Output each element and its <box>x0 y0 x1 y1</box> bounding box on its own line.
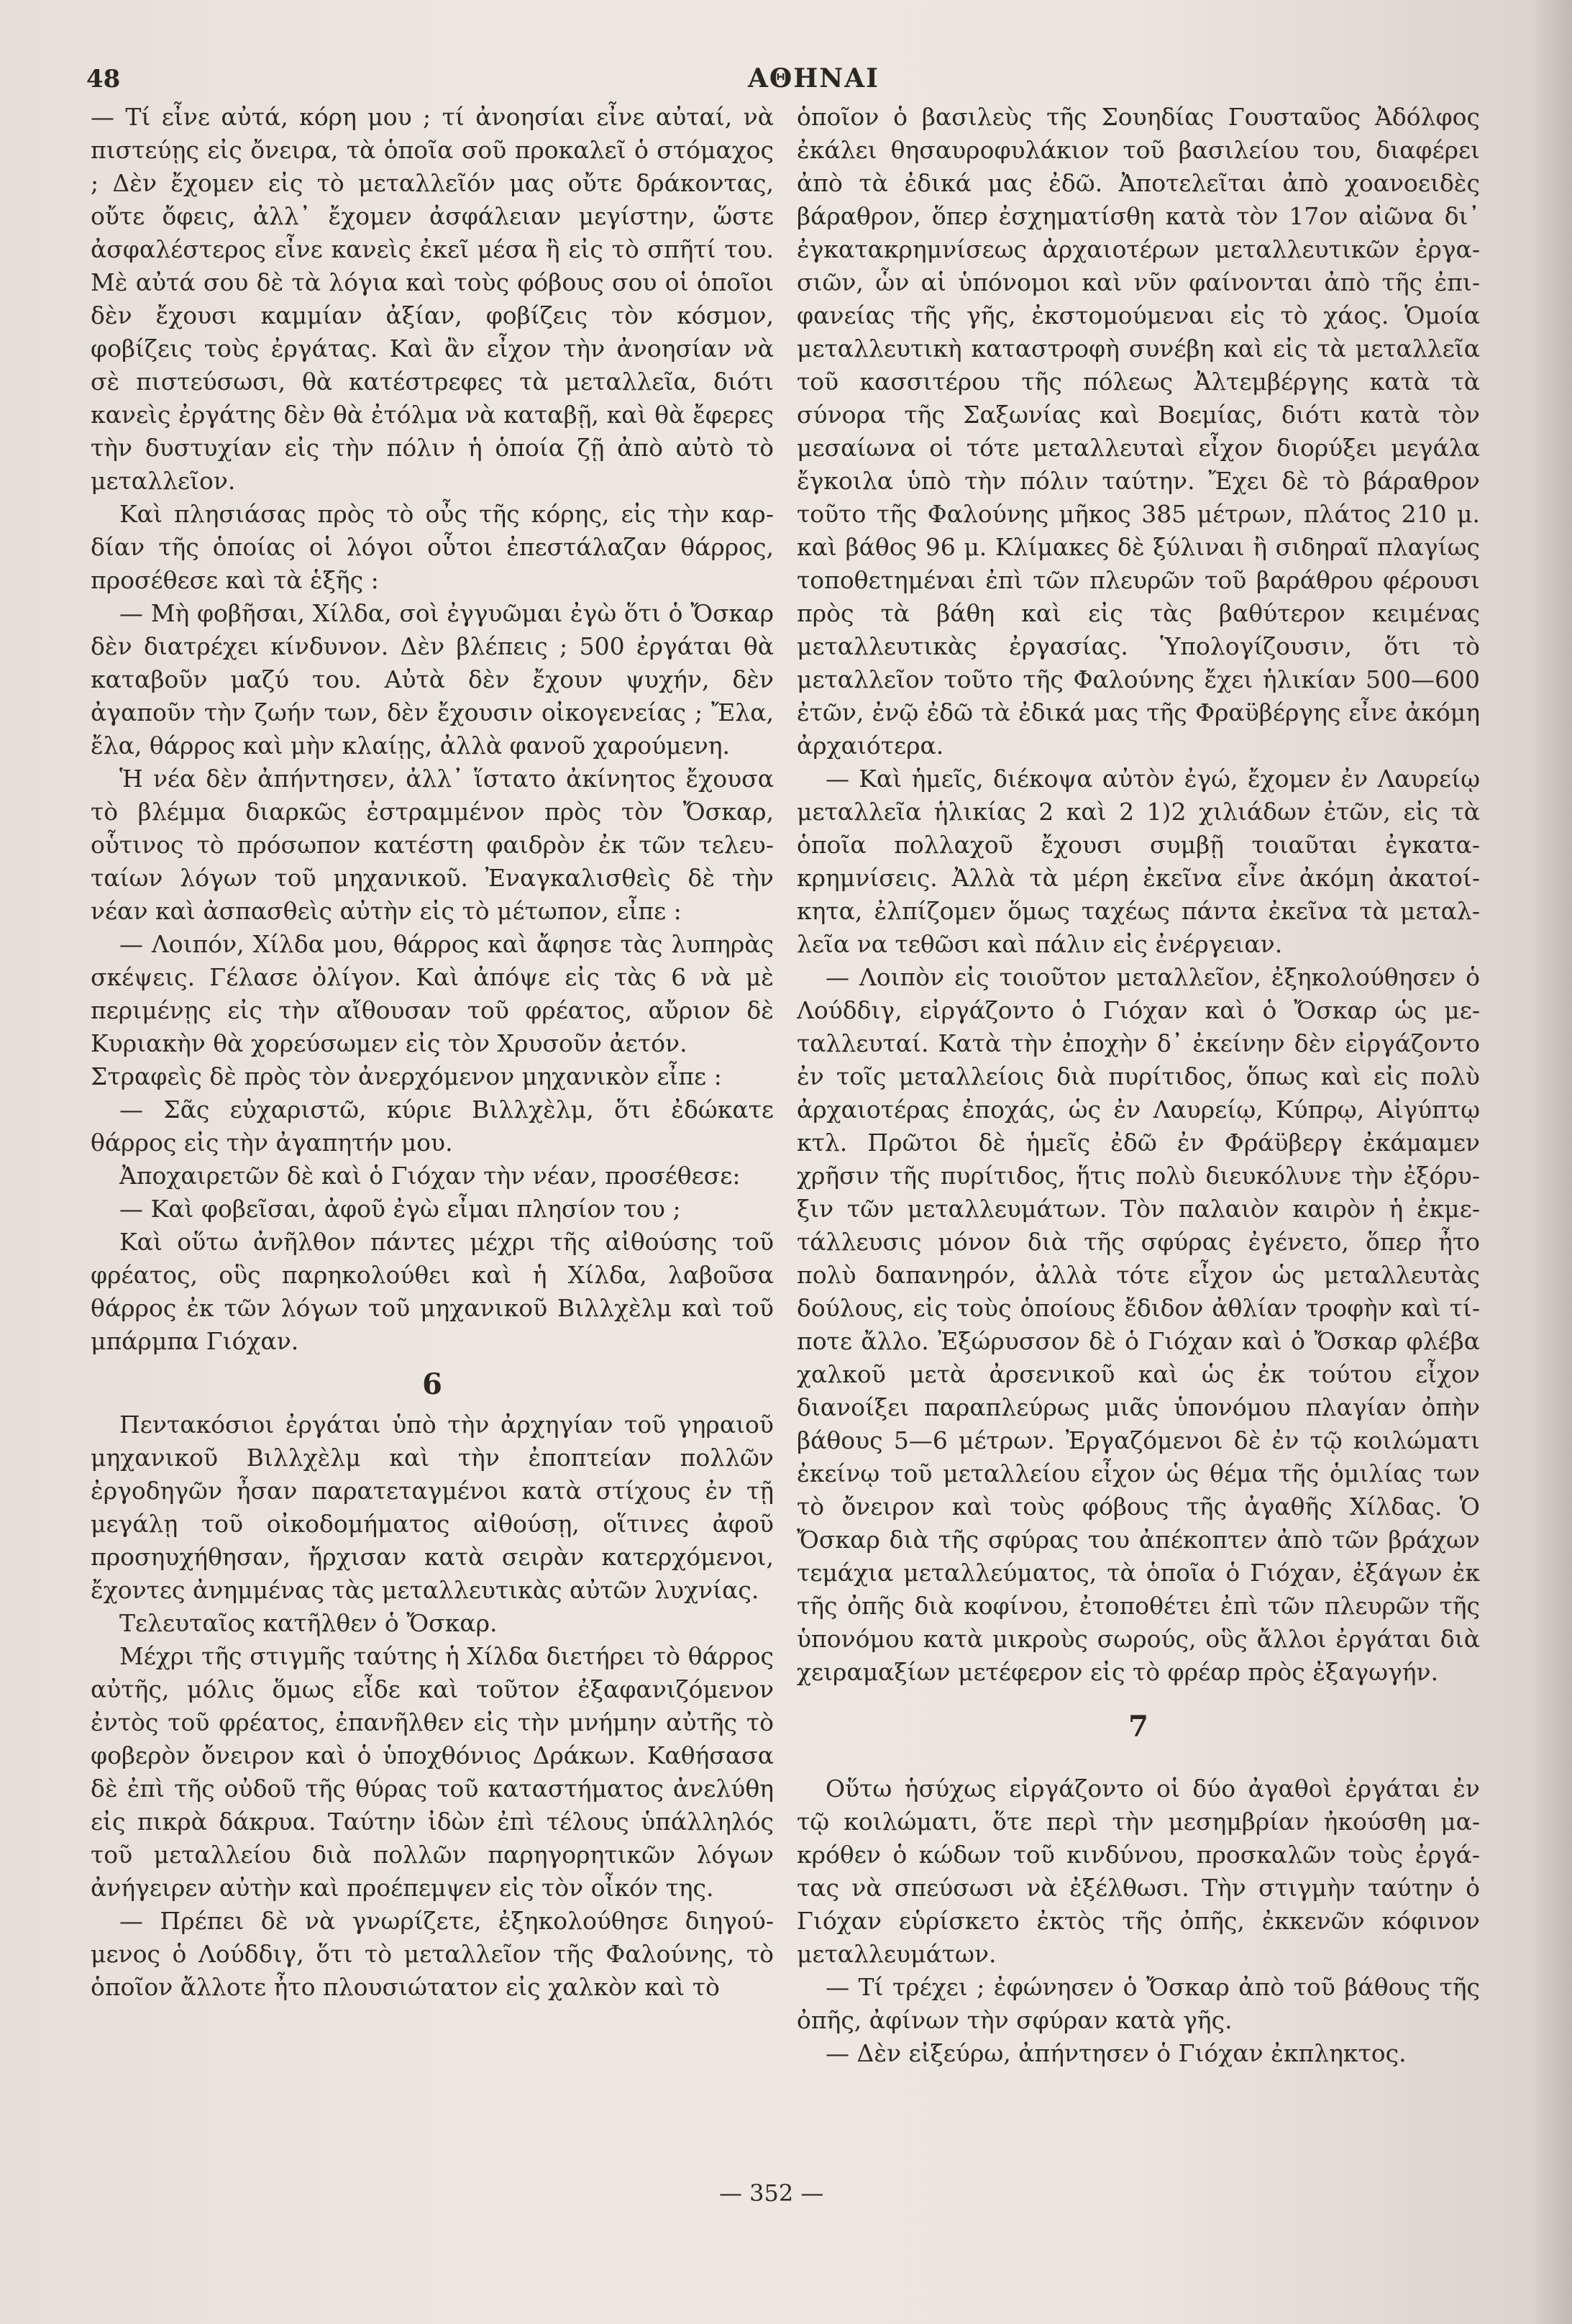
page-number: 48 <box>86 65 121 94</box>
paragraph: — Δὲν εἰξεύρω, ἀπήντησεν ὁ Γιόχαν ἐκπληκτος. <box>826 2039 1407 2067</box>
paragraph: — Λοιπὸν εἰς τοιοῦτον μεταλλεῖον, ἐξηκολούθησεν ὁ Λούδδιγ, εἰργάζοντο ὁ Γιόχαν καὶ ὁ Ὄσκαρ ὡς μεταλλευταί. Κατὰ τὴν ἐποχὴν δ᾽ ἐκείνην δὲν εἰργάζοντο ἐν τοῖς μεταλλείοις διὰ πυρίτιδος, ὅπως καὶ εἰς πολὺ ἀρχαιοτέρας ἐποχάς, ὡς ἐν Λαυρείῳ, Κύπρῳ, Αἰγύπτῳ κτλ. Πρῶτοι δὲ ἡμεῖς ἐδῶ ἐν Φράϋβεργ ἐκάμαμεν χρῆσιν τῆς πυρίτιδος, ἥτις πολὺ διευκόλυνε τὴν ἐξόρυξιν τῶν μεταλλευμάτων. Τὸν παλαιὸν καιρὸν ἡ ἐκμετάλλευσις μόνον διὰ τῆς σφύρας ἐγένετο, ὅπερ ἦτο πολὺ δαπανηρόν, ἀλλὰ τότε εἶχον ὡς μεταλλευτὰς δούλους, εἰς τοὺς ὁποίους ἔδιδον ἀθλίαν τροφὴν καὶ τίποτε ἄλλο. Ἐξώρυσσον δὲ ὁ Γιόχαν καὶ ὁ Ὄσκαρ φλέβα χαλκοῦ μετὰ ἀρσενικοῦ καὶ ὡς ἐκ τούτου εἶχον διανοίξει παραπλεύρως μιᾶς ὑπονόμου πλαγίαν ὀπὴν βάθους 5—6 μέτρων. Ἐργαζόμενοι δὲ ἐν τῷ κοιλώματι ἐκείνῳ τοῦ μεταλλείου εἶχον ὡς θέμα τῆς ὁμιλίας των τὸ ὄνειρον καὶ τοὺς φόβους τῆς ἀγαθῆς Χίλδας. Ὁ Ὄσκαρ διὰ τῆς σφύρας του ἀπέκοπτεν ἀπὸ τῶν βράχων τεμάχια μεταλλεύματος, τὰ ὁποῖα ὁ Γιόχαν, ἐξάγων ἐκ τῆς ὀπῆς διὰ κοφίνου, ἐτοποθέτει ἐπὶ τῶν πλευρῶν τῆς ὑπονόμου κατὰ μικροὺς σωρούς, οὓς ἄλλοι ἐργάται διὰ χειραμαξίων μετέφερον εἰς τὸ φρέαρ πρὸς ἐξαγωγήν. <box>797 963 1480 1686</box>
right-column <box>797 101 1480 2172</box>
section-number: 7 <box>1128 1710 1148 1744</box>
paragraph: ὁποῖον ὁ βασιλεὺς τῆς Σουηδίας Γουσταῦος Ἀδόλφος ἐκάλει θησαυροφυλάκιον τοῦ βασιλείου του, διαφέρει ἀπὸ τὰ ἐδικά μας ἐδῶ. Ἀποτελεῖται ἀπὸ χοανοειδὲς βάραθρον, ὅπερ ἐσχηματίσθη κατὰ τὸν 17ον αἰῶνα δι᾽ ἐγκατακρημνίσεως ἀρχαιοτέρων μεταλλευτικῶν ἐργασιῶν, ὧν αἱ ὑπόνομοι καὶ νῦν φαίνονται ἀπὸ τῆς ἐπιφανείας τῆς γῆς, ἐκστομούμεναι εἰς τὸ χάος. Ὁμοία μεταλλευτικὴ καταστροφὴ συνέβη καὶ εἰς τὰ μεταλλεῖα τοῦ κασσιτέρου τῆς πόλεως Ἀλτεμβέργης κατὰ τὰ σύνορα τῆς Σαξωνίας καὶ Βοεμίας, διότι κατὰ τὸν μεσαίωνα οἱ τότε μεταλλευταὶ εἶχον διορύξει μεγάλα ἔγκοιλα ὑπὸ τὴν πόλιν ταύτην. Ἔχει δὲ τὸ βάραθρον τοῦτο τῆς Φαλούνης μῆκος 385 μέτρων, πλάτος 210 μ. καὶ βάθος 96 μ. Κλίμακες δὲ ξύλιναι ἢ σιδηραῖ πλαγίως τοποθετημέναι ἐπὶ τῶν πλευρῶν τοῦ βαράθρου φέρουσι πρὸς τὰ βάθη καὶ εἰς τὰς βαθύτερον κειμένας μεταλλευτικὰς ἐργασίας. Ὑπολογίζουσιν, ὅτι τὸ μεταλλεῖον τοῦτο τῆς Φαλούνης ἔχει ἡλικίαν 500—600 ἐτῶν, ἐνῷ ἐδῶ τὰ ἐδικά μας τῆς Φραϋβέργης εἶνε ἀκόμη ἀρχαιότερα. <box>797 103 1480 760</box>
paragraph: — Μὴ φοβῆσαι, Χίλδα, σοὶ ἐγγυῶμαι ἐγὼ ὅτι ὁ Ὄσκαρ δὲν διατρέχει κίνδυνον. Δὲν βλέπεις ; 500 ἐργάται θὰ καταβοῦν μαζύ του. Αὐτὰ δὲν ἔχουν ψυχήν, δὲν ἀγαποῦν τὴν ζωήν των, δὲν ἔχουσιν οἰκογενείας ; Ἔλα, ἔλα, θάρρος καὶ μὴν κλαίῃς, ἀλλὰ φανοῦ χαρούμενη. <box>91 599 774 760</box>
left-column <box>91 101 774 2172</box>
paragraph: Οὕτω ἡσύχως εἰργάζοντο οἱ δύο ἀγαθοὶ ἐργάται ἐν τῷ κοιλώματι, ὅτε περὶ τὴν μεσημβρίαν ἠκούσθη μακρόθεν ὁ κώδων τοῦ κινδύνου, προσκαλῶν τοὺς ἐργάτας νὰ σπεύσωσι νὰ ἐξέλθωσι. Τὴν στιγμὴν ταύτην ὁ Γιόχαν εὑρίσκετο ἐκτὸς τῆς ὀπῆς, ἐκκενῶν κόφινον μεταλλευμάτων. <box>797 1774 1480 1968</box>
paragraph: Τελευταῖος κατῆλθεν ὁ Ὄσκαρ. <box>119 1609 498 1637</box>
footer-page-number: — 352 — <box>719 2179 824 2207</box>
binding-shadow <box>1529 0 1572 2324</box>
running-title: ΑΘΗΝΑΙ <box>748 63 879 94</box>
paragraph: — Σᾶς εὐχαριστῶ, κύριε Βιλλχὲλμ, ὅτι ἐδώκατε θάρρος εἰς τὴν ἀγαπητήν μου. <box>91 1095 774 1157</box>
paragraph: Ἡ νέα δὲν ἀπήντησεν, ἀλλ᾽ ἵστατο ἀκίνητος ἔχουσα τὸ βλέμμα διαρκῶς ἐστραμμένον πρὸς τὸν Ὄσκαρ, οὗτινος τὸ πρόσωπον κατέστη φαιδρὸν ἐκ τῶν τελευταίων λόγων τοῦ μηχανικοῦ. Ἐναγκαλισθεὶς δὲ τὴν νέαν καὶ ἀσπασθεὶς αὐτὴν εἰς τὸ μέτωπον, εἶπε : <box>91 765 774 925</box>
paragraph: Στραφεὶς δὲ πρὸς τὸν ἀνερχόμενον μηχανικὸν εἶπε : <box>91 1062 722 1090</box>
paragraph: — Πρέπει δὲ νὰ γνωρίζετε, ἐξηκολούθησε διηγούμενος ὁ Λούδδιγ, ὅτι τὸ μεταλλεῖον τῆς Φαλούνης, τὸ ὁποῖον ἄλλοτε ἦτο πλουσιώτατον εἰς χαλκὸν καὶ τὸ <box>91 1907 774 2001</box>
paragraph: — Καὶ ἡμεῖς, διέκοψα αὐτὸν ἐγώ, ἔχομεν ἐν Λαυρείῳ μεταλλεῖα ἡλικίας 2 καὶ 2 1)2 χιλιάδων ἐτῶν, εἰς τὰ ὁποῖα πολλαχοῦ ἔχουσι συμβῇ τοιαῦται ἐγκατακρημνίσεις. Ἀλλὰ τὰ μέρη ἐκεῖνα εἶνε ἀκόμη ἀκατοίκητα, ἐλπίζομεν ὅμως ταχέως πάντα ἐκεῖνα τὰ μεταλλεῖα να τεθῶσι καὶ πάλιν εἰς ἐνέργειαν. <box>797 765 1480 958</box>
paragraph: Καὶ οὕτω ἀνῆλθον πάντες μέχρι τῆς αἰθούσης τοῦ φρέατος, οὓς παρηκολούθει καὶ ἡ Χίλδα, λαβοῦσα θάρρος ἐκ τῶν λόγων τοῦ μηχανικοῦ Βιλλχὲλμ καὶ τοῦ μπάρμπα Γιόχαν. <box>91 1228 774 1355</box>
paragraph: Ἀποχαιρετῶν δὲ καὶ ὁ Γιόχαν τὴν νέαν, προσέθεσε: <box>119 1162 741 1190</box>
paragraph: Μέχρι τῆς στιγμῆς ταύτης ἡ Χίλδα διετήρει τὸ θάρρος αὐτῆς, μόλις ὅμως εἶδε καὶ τοῦτον ἐξαφανιζόμενον ἐντὸς τοῦ φρέατος, ἐπανῆλθεν εἰς τὴν μνήμην αὐτῆς τὸ φοβερὸν ὄνειρον καὶ ὁ ὑποχθόνιος Δράκων. Καθήσασα δὲ ἐπὶ τῆς οὐδοῦ τῆς θύρας τοῦ καταστήματος ἀνελύθη εἰς πικρὰ δάκρυα. Ταύτην ἰδὼν ἐπὶ τέλους ὑπάλληλός τοῦ μεταλλείου διὰ πολλῶν παρηγορητικῶν λόγων ἀνήγειρεν αὐτὴν καὶ προέπεμψεν εἰς τὸν οἶκόν της. <box>91 1642 774 1902</box>
paragraph: — Λοιπόν, Χίλδα μου, θάρρος καὶ ἄφησε τὰς λυπηρὰς σκέψεις. Γέλασε ὀλίγον. Καὶ ἀπόψε εἰς τὰς 6 νὰ μὲ περιμένῃς εἰς τὴν αἴθουσαν τοῦ φρέατος, αὔριον δὲ Κυριακὴν θὰ χορεύσωμεν εἰς τὸν Χρυσοῦν ἀετόν. <box>91 930 774 1057</box>
paragraph: — Τί εἶνε αὐτά, κόρη μου ; τί ἀνοησίαι εἶνε αὐταί, νὰ πιστεύῃς εἰς ὄνειρα, τὰ ὁποῖα σοῦ προκαλεῖ ὁ στόμαχος ; Δὲν ἔχομεν εἰς τὸ μεταλλεῖόν μας οὔτε δράκοντας, οὔτε ὄφεις, ἀλλ᾽ ἔχομεν ἀσφάλειαν μεγίστην, ὥστε ἀσφαλέστερος εἶνε κανεὶς ἐκεῖ μέσα ἢ εἰς τὸ σπῆτί του. Μὲ αὐτά σου δὲ τὰ λόγια καὶ τοὺς φόβους σου οἱ ὁποῖοι δὲν ἔχουσι καμμίαν ἀξίαν, φοβίζεις τὸν κόσμον, φοβίζεις τοὺς ἐργάτας. Καὶ ἂν εἶχον τὴν ἀνοησίαν νὰ σὲ πιστεύσωσι, θὰ κατέστρεφες τὰ μεταλλεῖα, διότι κανεὶς ἐργάτης δὲν θὰ ἐτόλμα νὰ καταβῇ, καὶ θὰ ἔφερες τὴν δυστυχίαν εἰς τὴν πόλιν ἡ ὁποία ζῇ ἀπὸ αὐτὸ τὸ μεταλλεῖον. <box>91 103 774 495</box>
paragraph: Πεντακόσιοι ἐργάται ὑπὸ τὴν ἀρχηγίαν τοῦ γηραιοῦ μηχανικοῦ Βιλλχὲλμ καὶ τὴν ἐποπτείαν πολλῶν ἐργοδηγῶν ἦσαν παρατεταγμένοι κατὰ στίχους ἐν τῇ μεγάλῃ τοῦ οἰκοδομήματος αἰθούσῃ, οἵτινες ἀφοῦ προσηυχήθησαν, ἤρχισαν κατὰ σειρὰν κατερχόμενοι, ἔχοντες ἀνημμένας τὰς μεταλλευτικὰς αὐτῶν λυχνίας. <box>91 1411 774 1604</box>
section-number: 6 <box>422 1367 442 1401</box>
paragraph: Καὶ πλησιάσας πρὸς τὸ οὖς τῆς κόρης, εἰς τὴν καρδίαν τῆς ὁποίας οἱ λόγοι οὗτοι ἐπεστάλαζαν θάρρος, προσέθεσε καὶ τὰ ἑξῆς : <box>91 500 774 594</box>
paragraph: — Καὶ φοβεῖσαι, ἀφοῦ ἐγὼ εἶμαι πλησίον του ; <box>119 1195 681 1223</box>
paragraph: — Τί τρέχει ; ἐφώνησεν ὁ Ὄσκαρ ἀπὸ τοῦ βάθους τῆς ὀπῆς, ἀφίνων τὴν σφύραν κατὰ γῆς. <box>797 1973 1480 2034</box>
